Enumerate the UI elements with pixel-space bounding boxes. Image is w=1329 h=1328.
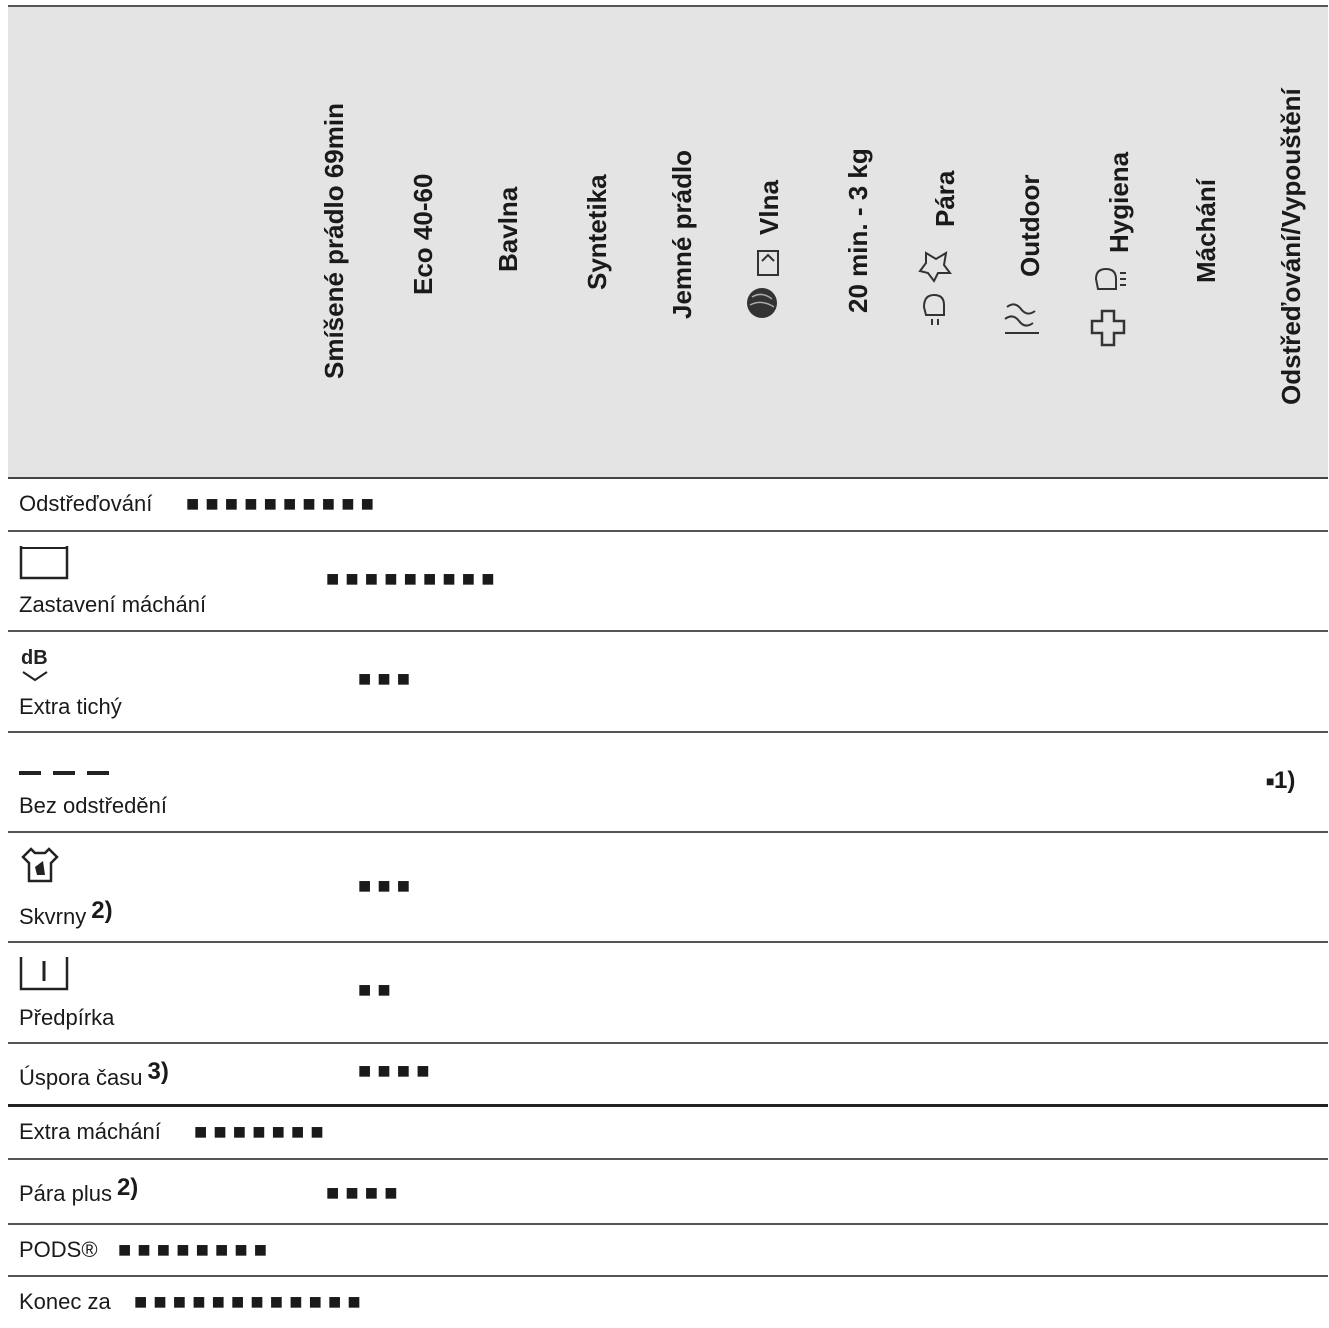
column-label: Syntetika [582, 174, 612, 290]
column-header [900, 7, 988, 481]
compatibility-marks: ■ ■ ■ ■ ■ ■ ■ ■ [118, 1237, 268, 1262]
column-label: Vlna [754, 180, 784, 235]
row-label: Extra tichý [19, 694, 122, 719]
wool-icon [744, 247, 786, 325]
column-header [1248, 7, 1329, 481]
column-header [987, 7, 1075, 481]
table-row [8, 1107, 1328, 1160]
column-label: Pára [930, 170, 960, 227]
options-table [8, 5, 1328, 1327]
column-label: 20 min. - 3 kg [843, 148, 873, 313]
column-header [726, 7, 814, 481]
table-row [8, 632, 1328, 733]
compatibility-marks: ■ ■ ■ ■ [358, 1058, 430, 1083]
no-spin-icon [19, 769, 111, 777]
column-header [552, 7, 640, 481]
column-header [1161, 7, 1249, 481]
column-label: Eco 40-60 [408, 173, 438, 295]
table-row [8, 733, 1328, 833]
row-label: Zastavení máchání [19, 592, 207, 617]
compatibility-marks: ■ ■ ■ ■ ■ ■ ■ [194, 1119, 324, 1144]
table-row [8, 1225, 1328, 1277]
column-label: Hygiena [1104, 151, 1134, 253]
table-row [8, 1160, 1328, 1225]
stain-icon [19, 845, 61, 885]
table-row [8, 833, 1328, 943]
footnote: 1) [1274, 767, 1296, 794]
column-label: Jemné prádlo [667, 149, 697, 319]
row-label: PODS® [19, 1237, 98, 1262]
table-row [8, 532, 1328, 632]
column-label: Smíšené prádlo 69min [319, 103, 349, 379]
row-label: Úspora času 3) [19, 1058, 169, 1090]
column-header [291, 7, 379, 481]
compatibility-marks: ■ ■ ■ ■ ■ ■ ■ ■ ■ ■ ■ ■ [134, 1289, 361, 1314]
compatibility-marks: ■ ■ ■ ■ [326, 1180, 398, 1205]
column-header [1074, 7, 1162, 481]
rinse-hold-icon [19, 544, 71, 582]
row-label: Pára plus 2) [19, 1174, 139, 1206]
steam-icon [916, 247, 956, 327]
column-header [465, 7, 553, 481]
db-icon [19, 644, 55, 684]
column-label: Odstřeďování/Vypouštění [1276, 88, 1306, 405]
table-row [8, 943, 1328, 1044]
column-header [813, 7, 901, 481]
row-label: Předpírka [19, 1005, 115, 1030]
hygiene-icon [1086, 265, 1132, 355]
table-row [8, 1277, 1328, 1327]
row-label: Odstřeďování [19, 491, 153, 516]
svg-text:dB: dB [21, 647, 48, 669]
table-row [8, 479, 1328, 532]
column-label: Bavlna [493, 186, 523, 272]
table-row [8, 1044, 1328, 1107]
compatibility-marks: ■ ■ ■ ■ ■ ■ ■ ■ ■ ■ [186, 491, 374, 516]
column-header [639, 7, 727, 481]
prewash-icon [19, 955, 71, 993]
row-label: Skvrny 2) [19, 897, 113, 929]
outdoor-icon [1001, 299, 1043, 339]
table-header [8, 5, 1328, 479]
row-label: Extra máchání [19, 1119, 161, 1144]
row-label: Konec za [19, 1289, 111, 1314]
compatibility-marks: ■ ■ [358, 977, 391, 1002]
compatibility-marks: ■ ■ ■ [358, 873, 411, 898]
column-label: Outdoor [1015, 174, 1045, 277]
compatibility-marks: ■ ■ ■ ■ ■ ■ ■ ■ ■ [326, 566, 495, 591]
column-header [378, 7, 466, 481]
column-label: Máchání [1191, 178, 1221, 283]
compatibility-marks: ■ ■ ■ [358, 666, 411, 691]
row-label: Bez odstředění [19, 793, 167, 818]
compatibility-marks: ■ [1266, 773, 1275, 789]
